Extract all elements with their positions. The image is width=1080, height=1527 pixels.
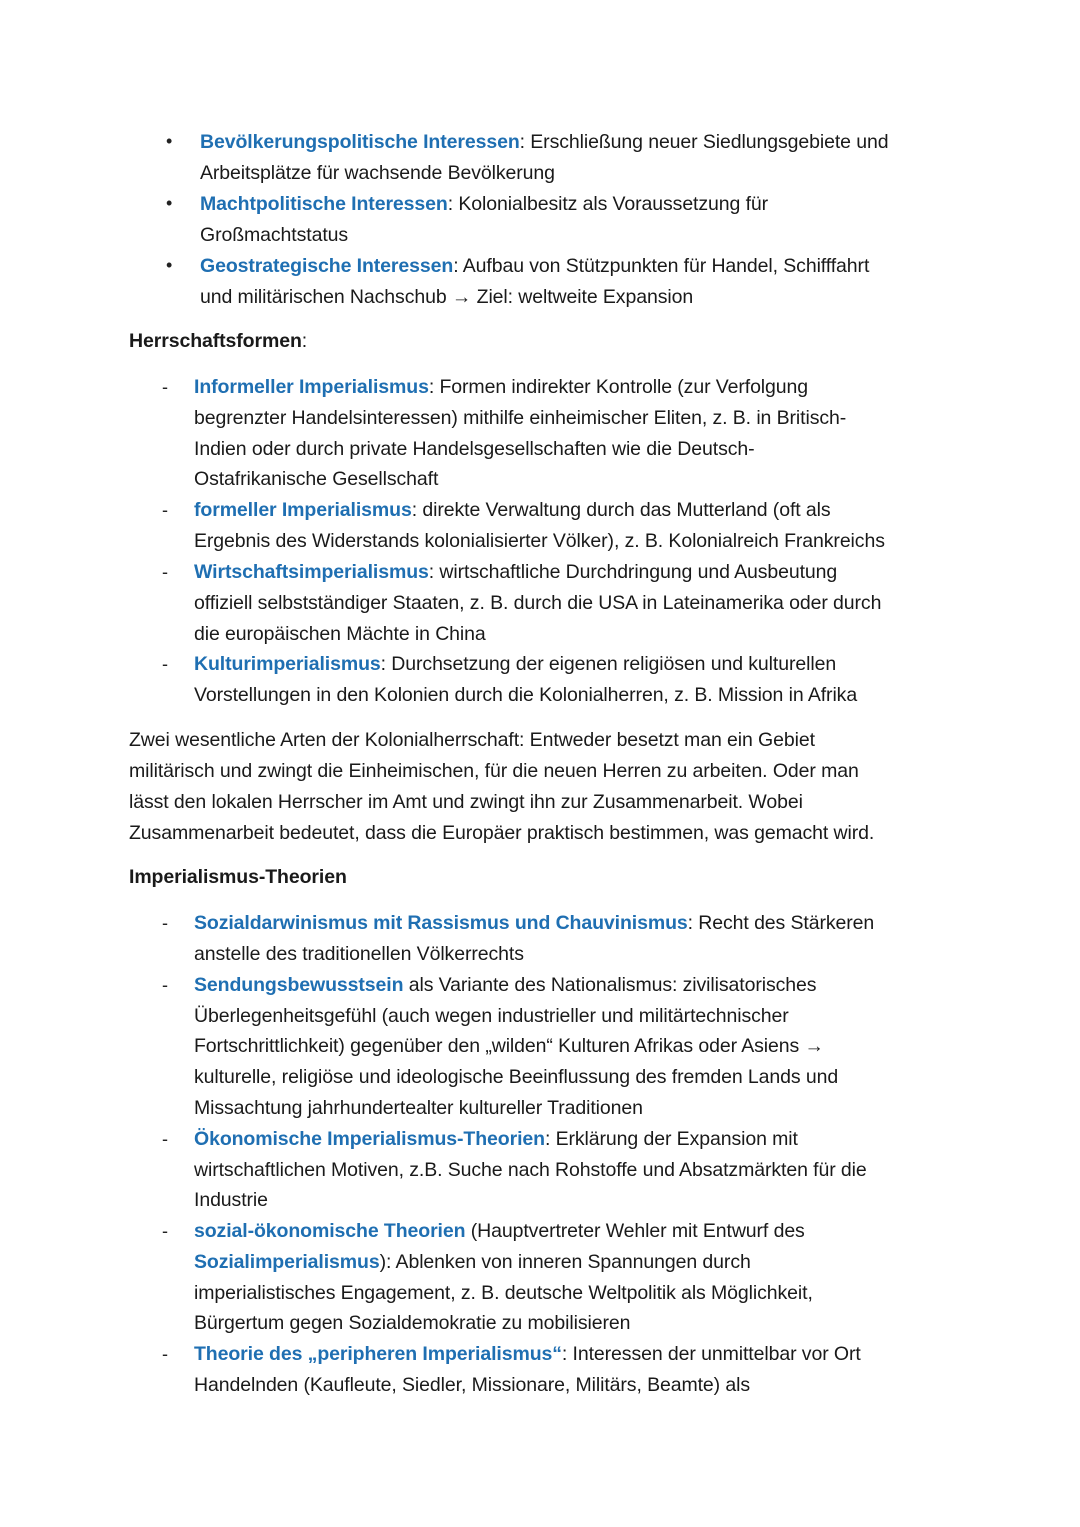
- item-text-continuation: [194, 1250, 751, 1274]
- item-text-continuation: Handelnden (Kaufleute, Siedler, Missionare, Militärs, Beamte) als: [194, 1374, 751, 1396]
- item-text-continuation: Großmachtstatus: [200, 224, 349, 246]
- item-text-continuation: die europäischen Mächte in China: [194, 623, 486, 645]
- keyword-term: Theorie des „peripheren Imperialismus“: [194, 1343, 562, 1365]
- paragraph-line: Zusammenarbeit bedeutet, dass die Europäer praktisch bestimmen, was gemacht wird.: [129, 822, 875, 844]
- list-item: [194, 560, 837, 584]
- list-item: [194, 498, 831, 522]
- keyword-term: Ökonomische Imperialismus-Theorien: [194, 1128, 545, 1150]
- item-text-continuation: Missachtung jahrhundertealter kultureller Traditionen: [194, 1097, 643, 1119]
- item-text: (Hauptvertreter Wehler mit Entwurf des: [465, 1220, 805, 1242]
- list-item: [194, 1219, 805, 1243]
- item-text: : Formen indirekter Kontrolle (zur Verfolgung: [428, 376, 809, 398]
- keyword-term: Sendungsbewusstsein: [194, 974, 404, 996]
- item-text: als Variante des Nationalismus: zivilisatorisches: [403, 974, 817, 996]
- item-text-continuation: Vorstellungen in den Kolonien durch die Kolonialherren, z. B. Mission in Afrika: [194, 684, 858, 706]
- keyword-term: Bevölkerungspolitische Interessen: [200, 131, 520, 153]
- bullet-marker: •: [166, 131, 173, 151]
- section-heading: [129, 329, 307, 353]
- keyword-term: formeller Imperialismus: [194, 499, 412, 521]
- item-text-continuation: Industrie: [194, 1189, 268, 1211]
- item-text: : Erklärung der Expansion mit: [544, 1128, 798, 1150]
- keyword-term: sozial-ökonomische Theorien: [194, 1220, 466, 1242]
- item-text: ): Ablenken von inneren Spannungen durch: [379, 1251, 751, 1273]
- dash-marker: -: [162, 654, 168, 674]
- list-item: [194, 973, 816, 997]
- keyword-term: Sozialimperialismus: [194, 1251, 380, 1273]
- dash-marker: -: [162, 377, 168, 397]
- item-text-continuation: Arbeitsplätze für wachsende Bevölkerung: [200, 162, 555, 184]
- keyword-term: Geostrategische Interessen: [200, 255, 454, 277]
- list-item: [194, 375, 808, 399]
- dash-marker: -: [162, 1129, 168, 1149]
- keyword-term: Sozialdarwinismus mit Rassismus und Chauvinismus: [194, 912, 688, 934]
- bullet-marker: •: [166, 193, 173, 213]
- keyword-term: Wirtschaftsimperialismus: [194, 561, 429, 583]
- dash-marker: -: [162, 1221, 168, 1241]
- item-text-continuation: wirtschaftlichen Motiven, z.B. Suche nach Rohstoffe und Absatzmärkten für die: [194, 1159, 867, 1181]
- item-text: : direkte Verwaltung durch das Mutterland (oft als: [411, 499, 831, 521]
- dash-marker: -: [162, 1344, 168, 1364]
- item-text-continuation: Ostafrikanische Gesellschaft: [194, 468, 439, 490]
- dash-marker: -: [162, 500, 168, 520]
- item-text-continuation: Ergebnis des Widerstands kolonialisierter Völker), z. B. Kolonialreich Frankreichs: [194, 530, 885, 552]
- paragraph-line: militärisch und zwingt die Einheimischen, für die neuen Herren zu arbeiten. Oder man: [129, 760, 859, 782]
- heading-colon: :: [301, 330, 308, 352]
- dash-marker: -: [162, 562, 168, 582]
- item-text: : Interessen der unmittelbar vor Ort: [561, 1343, 861, 1365]
- item-text: : Aufbau von Stützpunkten für Handel, Schifffahrt: [453, 255, 870, 277]
- list-item: [194, 911, 874, 935]
- list-item: [200, 254, 869, 278]
- paragraph-line: lässt den lokalen Herrscher im Amt und zwingt ihn zur Zusammenarbeit. Wobei: [129, 791, 803, 813]
- item-text: : Erschließung neuer Siedlungsgebiete und: [519, 131, 889, 153]
- item-text: : Recht des Stärkeren: [687, 912, 875, 934]
- heading-text: Herrschaftsformen: [129, 330, 302, 352]
- dash-marker: -: [162, 975, 168, 995]
- item-text-continuation: Fortschrittlichkeit) gegenüber den „wilden“ Kulturen Afrikas oder Asiens →: [194, 1035, 824, 1057]
- list-item: [200, 192, 768, 216]
- item-text: : wirtschaftliche Durchdringung und Ausbeutung: [428, 561, 838, 583]
- item-text: : Kolonialbesitz als Voraussetzung für: [447, 193, 769, 215]
- paragraph-line: Zwei wesentliche Arten der Kolonialherrschaft: Entweder besetzt man ein Gebiet: [129, 729, 815, 751]
- keyword-term: Informeller Imperialismus: [194, 376, 429, 398]
- item-text-continuation: und militärischen Nachschub → Ziel: weltweite Expansion: [200, 286, 694, 308]
- list-item: [200, 130, 888, 154]
- item-text-continuation: Indien oder durch private Handelsgesellschaften wie die Deutsch-: [194, 438, 755, 460]
- dash-marker: -: [162, 913, 168, 933]
- item-text-continuation: kulturelle, religiöse und ideologische Beeinflussung des fremden Lands und: [194, 1066, 839, 1088]
- section-heading: Imperialismus-Theorien: [129, 866, 347, 888]
- keyword-term: Kulturimperialismus: [194, 653, 381, 675]
- item-text-continuation: anstelle des traditionellen Völkerrechts: [194, 943, 524, 965]
- list-item: [194, 1342, 861, 1366]
- item-text-continuation: begrenzter Handelsinteressen) mithilfe einheimischer Eliten, z. B. in Britisch-: [194, 407, 847, 429]
- item-text: : Durchsetzung der eigenen religiösen und kulturellen: [380, 653, 837, 675]
- item-text-continuation: offiziell selbstständiger Staaten, z. B. durch die USA in Lateinamerika oder durch: [194, 592, 882, 614]
- item-text-continuation: Bürgertum gegen Sozialdemokratie zu mobilisieren: [194, 1312, 631, 1334]
- bullet-marker: •: [166, 255, 173, 275]
- item-text-continuation: Überlegenheitsgefühl (auch wegen industrieller und militärtechnischer: [194, 1005, 789, 1027]
- list-item: [194, 652, 836, 676]
- list-item: [194, 1127, 798, 1151]
- item-text-continuation: imperialistisches Engagement, z. B. deutsche Weltpolitik als Möglichkeit,: [194, 1282, 813, 1304]
- keyword-term: Machtpolitische Interessen: [200, 193, 448, 215]
